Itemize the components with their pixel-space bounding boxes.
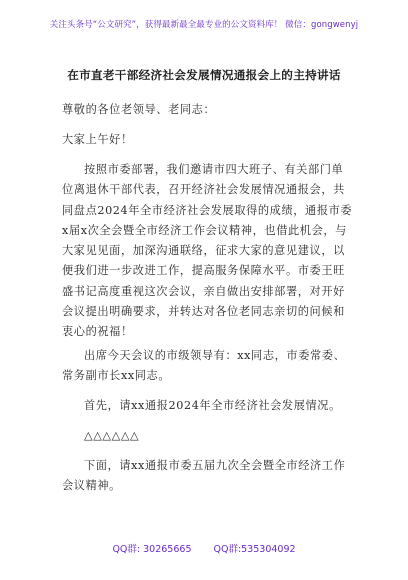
paragraph-next: 下面，请xx通报市委五届九次全会暨全市经济工作会议精神。 (62, 459, 346, 493)
footer-qq-group-1: QQ群: 30265665 (112, 544, 192, 555)
salutation: 尊敬的各位老领导、老同志： (62, 103, 216, 116)
paragraph-intro: 按照市委部署，我们邀请市四大班子、有关部门单位离退休干部代表，召开经济社会发展情况通报会，共同盘点2024年全市经济社会发展取得的成绩，通报市委x届x次全会暨全市经济工作会议精神，也借此机会，与大家见见面，加深沟通联络，征求大家的意见建议，以便我们进一步改进工作，提高服务保障水平。市委王旺盛书记高度重视这次会议，亲自做出安排部署，对开好会议提出明确要求，并转达对各位老同志亲切的问候和衷心的祝福！ (62, 163, 353, 339)
document-title: 在市直老干部经济社会发展情况通报会上的主持讲话 (67, 68, 341, 82)
footer-qq-group-2: QQ群:535304092 (213, 544, 296, 555)
paragraph-separator: △△△△△△ (84, 429, 140, 442)
footer-qq (0, 541, 408, 555)
greeting: 大家上午好！ (62, 133, 133, 146)
paragraph-attendees: 出席今天会议的市级领导有：xx同志，市委常委、常务副市长xx同志。 (62, 349, 346, 383)
header-notice: 关注头条号“公文研究”，获得最新最全最专业的公文资料库！ 微信：gongwenyj (49, 20, 359, 30)
paragraph-first: 首先，请xx通报2024年全市经济社会发展情况。 (84, 399, 341, 412)
